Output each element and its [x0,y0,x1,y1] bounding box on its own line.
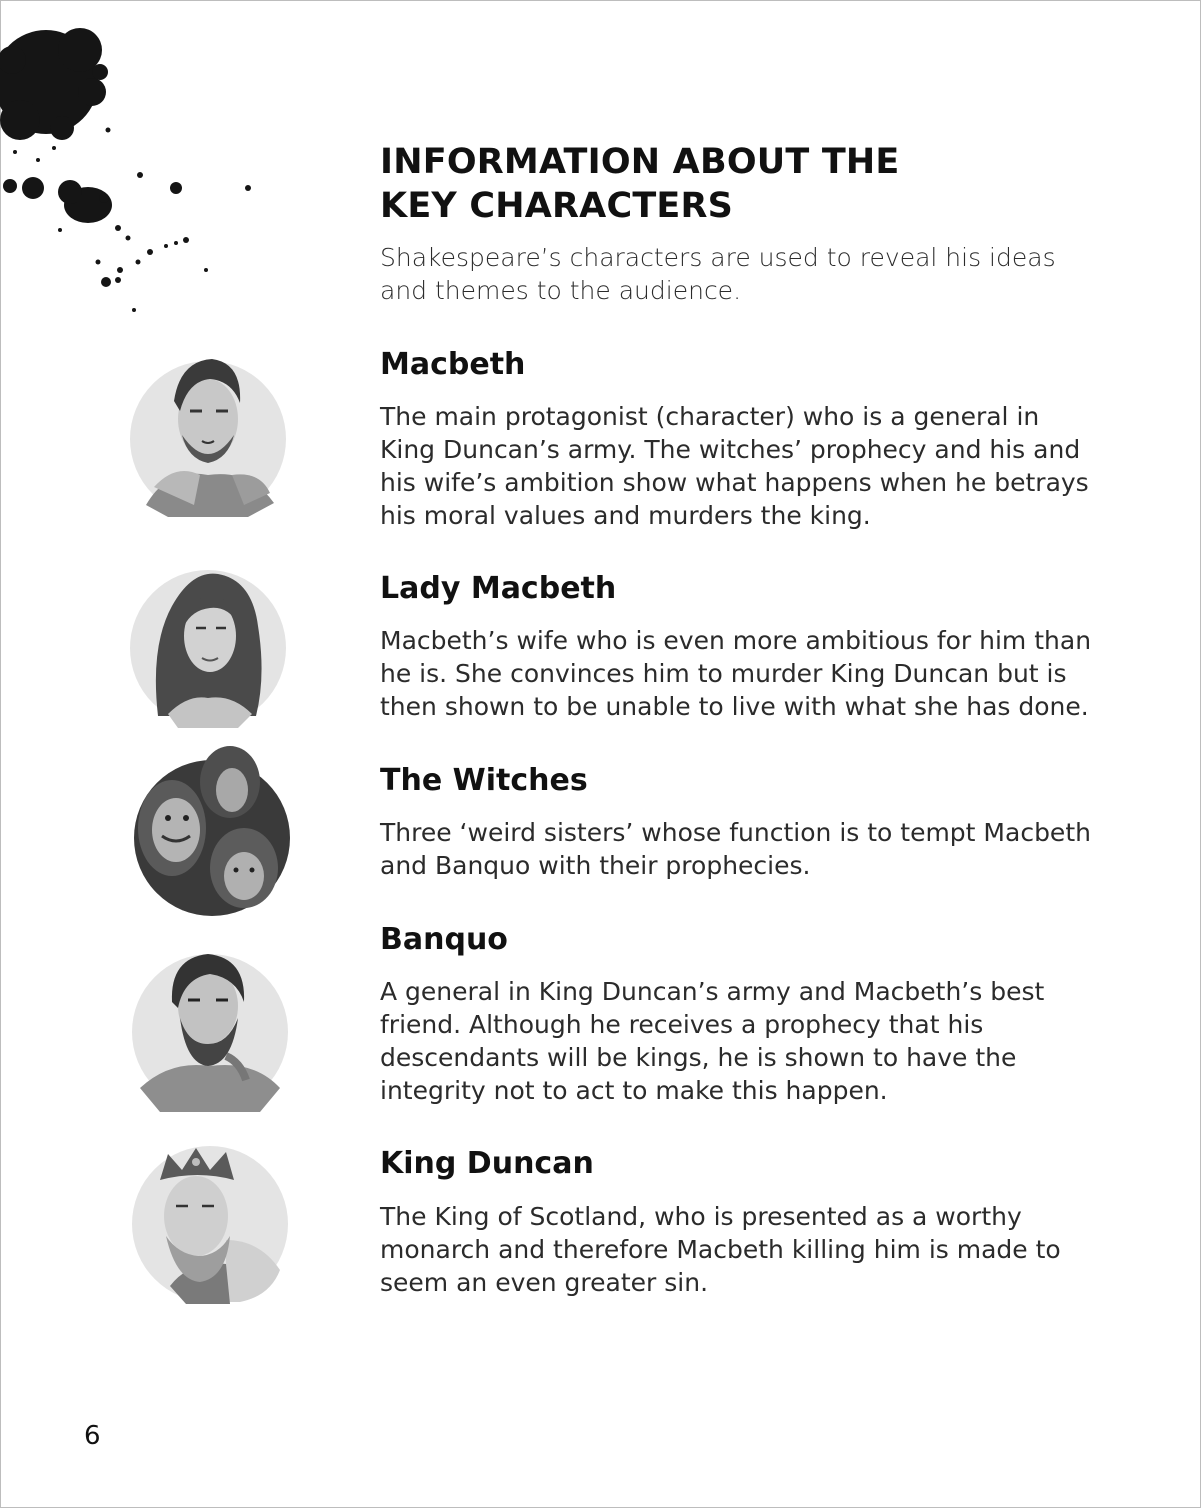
character-name-king-duncan: King Duncan [380,1146,594,1181]
character-description-banquo: A general in King Duncan’s army and Macbeth’s best friend. Although he receives a prophecy that his descendants will be kings, he is shown to have the integrity not to act to make this happen. [380,977,1045,1105]
character-description-lady-macbeth: Macbeth’s wife who is even more ambitious for him than he is. She convinces him to murder King Duncan but is then shown to be unable to live with what she has done. [380,626,1092,721]
page-title-line-1: INFORMATION ABOUT THE [380,142,900,182]
character-description-king-duncan: The King of Scotland, who is presented as a worthy monarch and therefore Macbeth killing him is made to seem an even greater sin. [380,1202,1061,1297]
banquo-portrait-icon [130,948,290,1112]
page-title-line-2: KEY CHARACTERS [380,186,734,226]
character-name-witches: The Witches [380,763,588,798]
character-name-lady-macbeth: Lady Macbeth [380,571,617,606]
character-description-witches: Three ‘weird sisters’ whose function is to tempt Macbeth and Banquo with their prophecies. [380,818,1091,880]
macbeth-portrait-icon [128,355,288,517]
ink-splatter-icon [0,0,270,320]
page-title [380,140,900,228]
king-duncan-portrait-icon [130,1140,290,1304]
lady-macbeth-portrait-icon [128,566,288,728]
page-number: 6 [84,1421,101,1451]
character-name-banquo: Banquo [380,922,508,957]
character-name-macbeth: Macbeth [380,347,526,382]
intro-paragraph: Shakespeare’s characters are used to reveal his ideas and themes to the audience. [380,243,1056,305]
witches-portrait-icon [132,746,292,918]
character-description-macbeth: The main protagonist (character) who is a general in King Duncan’s army. The witches’ prophecy and his and his wife’s ambition show what happens when he betrays his moral values and murders the king. [380,402,1089,530]
